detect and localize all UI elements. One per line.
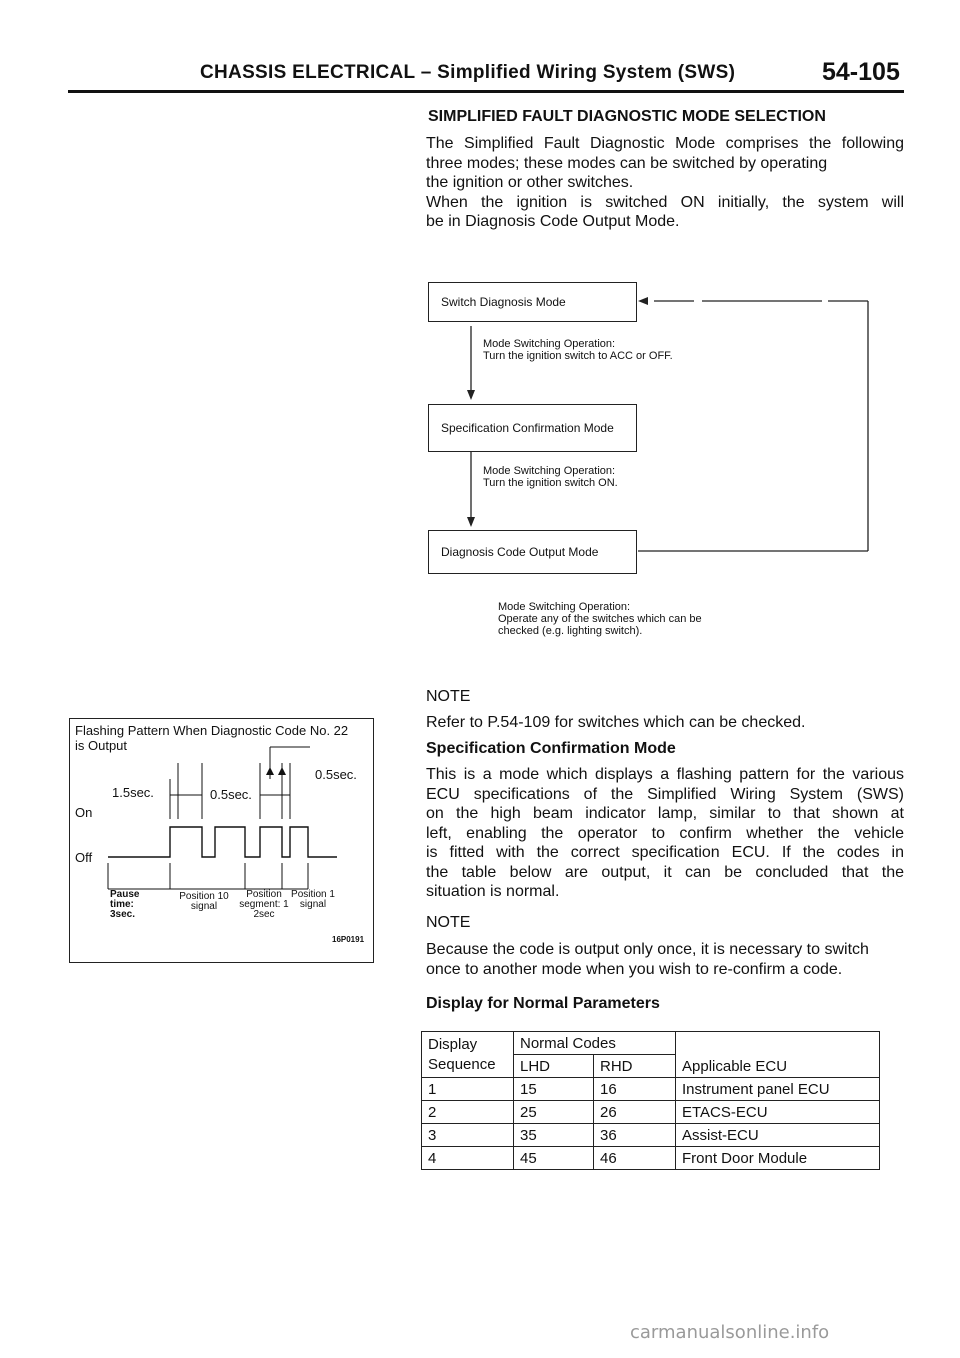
mode-label: Specification Confirmation Mode xyxy=(441,421,614,435)
left-arrow-icon xyxy=(638,297,648,305)
intro-line: The Simplified Fault Diagnostic Mode comprises the following xyxy=(426,135,904,152)
seg-line: segment: 1 xyxy=(239,899,289,910)
time-label-long: 1.5sec. xyxy=(112,785,154,800)
figure-title-line: Flashing Pattern When Diagnostic Code No. 22 xyxy=(75,723,349,738)
cell-rhd: 16 xyxy=(594,1078,676,1101)
cell-rhd: 26 xyxy=(594,1101,676,1124)
time-label-right: 0.5sec. xyxy=(315,767,357,782)
note-label: NOTE xyxy=(426,688,471,705)
pause-line: time: xyxy=(110,899,134,910)
page-number: 54-105 xyxy=(822,58,900,86)
segment-label xyxy=(238,890,290,920)
mode-box-spec-confirmation xyxy=(428,404,637,452)
intro-line: When the ignition is switched ON initially, the system will xyxy=(426,193,904,211)
note-line: once to another mode when you wish to re-confirm a code. xyxy=(426,961,843,978)
op-label: Mode Switching Operation: xyxy=(483,465,616,477)
mode-label: Switch Diagnosis Mode xyxy=(441,295,566,309)
op-label: Mode Switching Operation: xyxy=(483,338,616,350)
cell-lhd: 25 xyxy=(514,1101,594,1124)
cell-seq: 1 xyxy=(422,1078,514,1101)
figure-id: 16P0191 xyxy=(332,935,365,944)
pause-label xyxy=(110,890,139,920)
pos-line: Position 1 xyxy=(291,889,335,900)
position-1-label xyxy=(288,890,338,910)
table-row xyxy=(422,1124,880,1147)
spec-line: is fitted with the correct specification ECU. If the codes in xyxy=(426,844,904,861)
seg-line: 2sec xyxy=(253,909,275,920)
col-header-rhd: RHD xyxy=(594,1055,676,1078)
table-heading: Display for Normal Parameters xyxy=(426,995,660,1012)
spec-line: situation is normal. xyxy=(426,883,560,900)
mode-switch-op-1 xyxy=(483,338,673,362)
down-arrow-icon xyxy=(467,517,475,527)
col-header-codes: Normal Codes xyxy=(514,1032,676,1055)
table-header-row xyxy=(422,1032,880,1055)
page-header-title: CHASSIS ELECTRICAL – Simplified Wiring System (SWS) xyxy=(200,62,736,83)
spec-line: left, enabling the operator to confirm whether the vehicle xyxy=(426,824,904,842)
down-arrow-icon xyxy=(467,390,475,400)
mode-box-diagnosis-output xyxy=(428,530,637,574)
cell-rhd: 36 xyxy=(594,1124,676,1147)
intro-line: the ignition or other switches. xyxy=(426,174,634,191)
op-text: Operate any of the switches which can be xyxy=(498,613,702,625)
figure-title-line: is Output xyxy=(75,738,128,753)
note-line: Because the code is output only once, it is necessary to switch xyxy=(426,941,869,958)
pos-line: signal xyxy=(190,901,218,912)
note-text: Refer to P.54-109 for switches which can be checked. xyxy=(426,714,806,731)
mode-box-switch-diagnosis xyxy=(428,282,637,322)
cell-ecu: Assist-ECU xyxy=(676,1124,880,1147)
note-text xyxy=(426,940,869,980)
spec-mode-heading: Specification Confirmation Mode xyxy=(426,740,676,757)
spec-mode-paragraph xyxy=(426,765,904,902)
table-row xyxy=(422,1078,880,1101)
mode-switch-op-3 xyxy=(498,601,702,637)
header-line: Sequence xyxy=(428,1055,496,1073)
op-text: Turn the ignition switch to ACC or OFF. xyxy=(483,350,673,362)
spec-line: on the high beam indicator lamp, similar to that shown at xyxy=(426,805,904,822)
op-label: Mode Switching Operation: xyxy=(498,601,631,613)
col-header-ecu: Applicable ECU xyxy=(676,1032,880,1078)
cell-ecu: Instrument panel ECU xyxy=(676,1078,880,1101)
note-label: NOTE xyxy=(426,914,471,931)
cell-seq: 2 xyxy=(422,1101,514,1124)
header-rule xyxy=(68,90,904,93)
mode-switch-op-2 xyxy=(483,465,618,489)
table-row xyxy=(422,1147,880,1170)
cell-seq: 4 xyxy=(422,1147,514,1170)
cell-ecu: ETACS-ECU xyxy=(676,1101,880,1124)
table-row xyxy=(422,1101,880,1124)
seg-line: Position xyxy=(246,889,282,900)
col-header-lhd: LHD xyxy=(514,1055,594,1078)
intro-paragraph xyxy=(426,134,904,232)
pause-line: 3sec. xyxy=(110,909,136,920)
position-10-label xyxy=(170,892,238,912)
cell-ecu: Front Door Module xyxy=(676,1147,880,1170)
mode-label: Diagnosis Code Output Mode xyxy=(441,545,599,559)
normal-parameters-table xyxy=(421,1031,880,1170)
cell-seq: 3 xyxy=(422,1124,514,1147)
pos-line: Position 10 xyxy=(179,891,229,902)
cell-lhd: 15 xyxy=(514,1078,594,1101)
col-header-display xyxy=(422,1032,514,1078)
header-line: Display xyxy=(428,1035,478,1053)
section-heading: SIMPLIFIED FAULT DIAGNOSTIC MODE SELECTION xyxy=(428,108,826,125)
on-label: On xyxy=(75,805,93,820)
intro-line: be in Diagnosis Code Output Mode. xyxy=(426,213,680,230)
pause-line: Pause xyxy=(110,889,140,900)
spec-line: the table below are output, it can be concluded that the xyxy=(426,863,904,881)
flashing-pattern-figure xyxy=(69,718,374,963)
intro-line: three modes; these modes can be switched by operating xyxy=(426,154,828,172)
watermark: carmanualsonline.info xyxy=(630,1322,830,1343)
cell-lhd: 35 xyxy=(514,1124,594,1147)
spec-line: This is a mode which displays a flashing pattern for the various xyxy=(426,766,904,783)
time-label-mid: 0.5sec. xyxy=(210,787,252,802)
op-text: Turn the ignition switch ON. xyxy=(483,477,618,489)
waveform xyxy=(70,719,373,962)
cell-lhd: 45 xyxy=(514,1147,594,1170)
cell-rhd: 46 xyxy=(594,1147,676,1170)
op-text: checked (e.g. lighting switch). xyxy=(498,625,643,637)
spec-line: ECU specifications of the Simplified Wiring System (SWS) xyxy=(426,785,904,803)
off-label: Off xyxy=(75,850,93,865)
pos-line: signal xyxy=(299,899,327,910)
